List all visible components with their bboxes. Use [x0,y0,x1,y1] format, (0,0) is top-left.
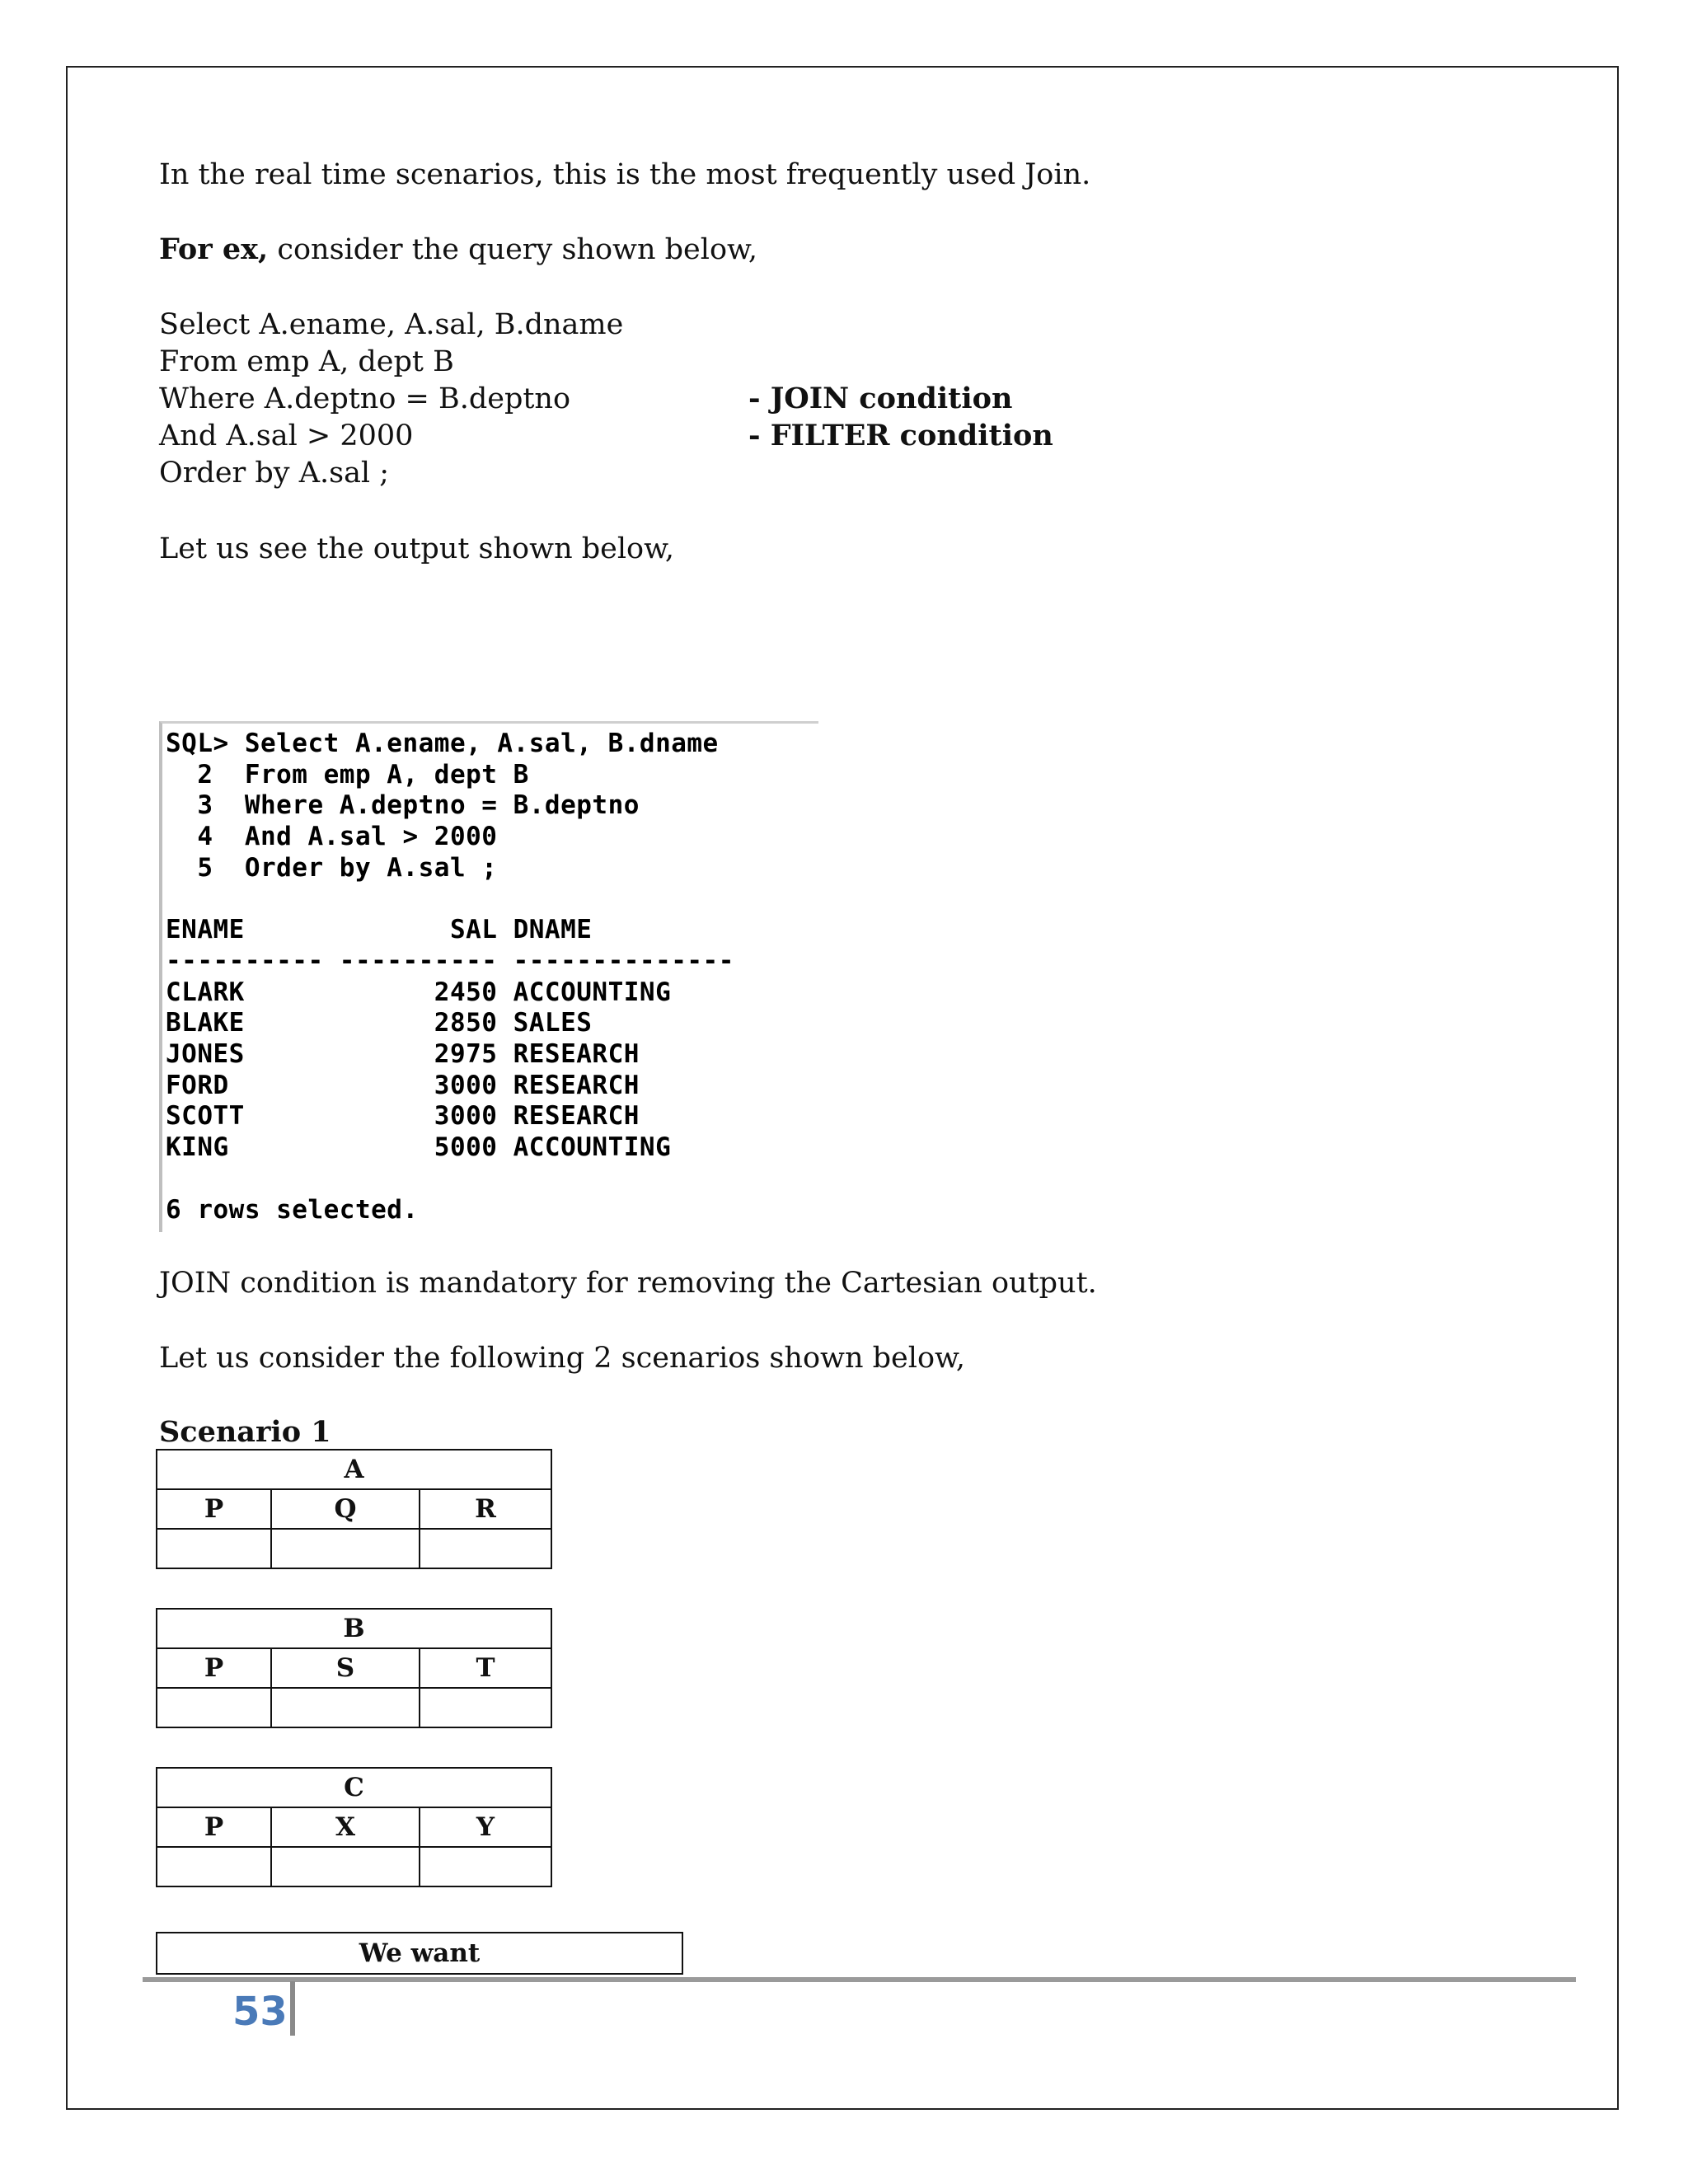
join-note: JOIN condition is mandatory for removing the Cartesian output. [159,1267,1097,1300]
example-label: For ex, [159,232,269,266]
empty-cell [271,1688,420,1727]
scenario-title: Scenario 1 [159,1415,331,1449]
empty-cell [157,1688,271,1727]
we-want-box: We want [156,1932,683,1975]
empty-cell [420,1529,551,1568]
query-line: Where A.deptno = B.deptno [159,382,571,415]
empty-cell [157,1847,271,1886]
table-b [156,1608,552,1728]
footer-rule [143,1977,1576,1982]
filter-condition-note: - FILTER condition [748,419,1053,452]
example-text: consider the query shown below, [268,233,757,266]
page-number-divider [290,1981,295,2036]
sql-console-screenshot [159,721,818,1232]
output-intro: Let us see the output shown below, [159,532,675,565]
empty-cell [420,1688,551,1727]
column-header: X [271,1807,420,1847]
column-header: P [157,1489,271,1529]
empty-cell [157,1529,271,1568]
table-name: B [157,1609,551,1648]
empty-cell [271,1529,420,1568]
query-line: Order by A.sal ; [159,457,390,490]
column-header: P [157,1807,271,1847]
table-name: C [157,1768,551,1807]
column-header: R [420,1489,551,1529]
column-header: Q [271,1489,420,1529]
column-header: Y [420,1807,551,1847]
query-line: And A.sal > 2000 [159,419,414,452]
intro-paragraph: In the real time scenarios, this is the most frequently used Join. [159,158,1091,191]
empty-cell [271,1847,420,1886]
column-header: S [271,1648,420,1688]
page-number: 53 [232,1989,288,2035]
scenarios-intro: Let us consider the following 2 scenarios shown below, [159,1342,965,1375]
query-line: From emp A, dept B [159,345,454,378]
table-name: A [157,1450,551,1489]
table-a [156,1449,552,1569]
column-header: T [420,1648,551,1688]
column-header: P [157,1648,271,1688]
empty-cell [420,1847,551,1886]
join-condition-note: - JOIN condition [748,382,1013,415]
sql-console-output: SQL> Select A.ename, A.sal, B.dname 2 From emp A, dept B 3 Where A.deptno = B.deptno 4 And A.sal > 2000 5 Order by A.sal ; ENAME SAL DNAME ---------- ---------- -------------- CLARK 2450 ACCOUNTING BLAKE 2850 SALES JONES 2975 RESEARCH FORD 3000 RESEARCH SCOTT 3000 RESEARCH KING 5000 ACCOUNTING 6 rows selected. [166,729,734,1225]
table-c [156,1767,552,1887]
query-line: Select A.ename, A.sal, B.dname [159,308,624,341]
example-paragraph [159,232,757,268]
